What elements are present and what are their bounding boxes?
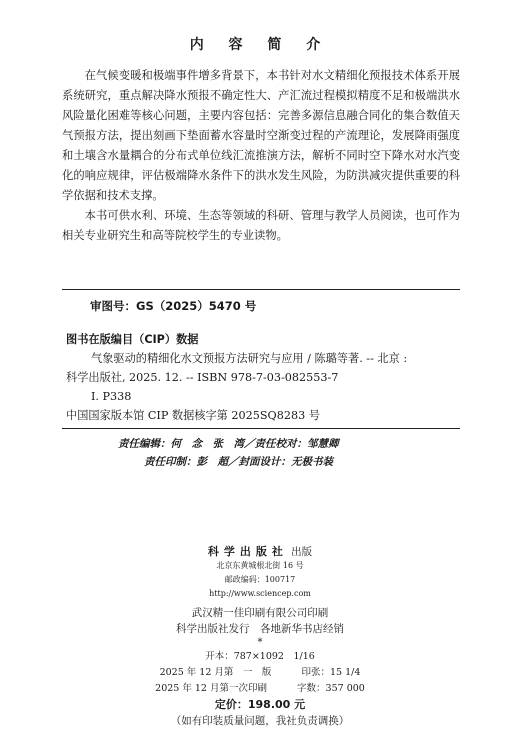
publisher-name: 科学出版社: [207, 545, 288, 558]
printer: 武汉精一佳印刷有限公司印刷: [191, 607, 329, 619]
cip-line: 科学出版社, 2025. 12. -- ISBN 978-7-03-082553-7: [66, 371, 339, 384]
page-title: 内 容 简 介: [189, 37, 331, 53]
edition-date: 2025 年 12 月第 一 版: [159, 667, 272, 678]
publisher-website: http://www.sciencep.com: [209, 589, 311, 598]
responsibility-block: [118, 435, 458, 471]
publisher-address: 北京东黄城根北街 16 号: [216, 561, 304, 570]
cip-line: 气象驱动的精细化水文预报方法研究与应用 / 陈璐等著. -- 北京 :: [91, 352, 408, 365]
summary-paragraph: 在气候变暖和极端事件增多背景下，本书针对水文精细化预报技术体系开展系统研究，重点解决降水预报不确定性大、产汇流过程模拟精度不足和极端洪水风险量化困难等核心问题，主要内容包括：完善多源信息融合同化的集合数值天气预报方法，提出刻画下垫面蓄水容量时空渐变过程的产流理论，发展降雨强度和土壤含水量耦合的分布式单位线汇流推演方法，解析不同时空下降水对水汽变化的响应规律，评估极端降水条件下的洪水发生风险，为防洪减灾提供重要的科学依据和技术支撑。: [62, 69, 460, 202]
print-sheets: 印张：15 1/4: [301, 667, 361, 678]
review-number: 审图号：GS（2025）5470 号: [90, 299, 257, 313]
summary-paragraph: 本书可供水利、环境、生态等领域的科研、管理与教学人员阅读，也可作为相关专业研究生和高等院校学生的专业读物。: [62, 209, 460, 242]
cip-heading: 图书在版编目（CIP）数据: [66, 333, 199, 346]
responsibility-line: 责任编辑：何 念 张 湾／责任校对：邹慧卿: [118, 438, 339, 450]
publisher-line: [0, 543, 520, 559]
cip-line: I. P338: [91, 390, 132, 403]
publisher-postcode: 邮政编码：100717: [224, 575, 296, 584]
separator-star: *: [257, 637, 263, 648]
responsibility-line: 责任印制：彭 超／封面设计：无极书装: [144, 456, 333, 468]
publisher-suffix: 出版: [291, 546, 313, 558]
word-count: 字数：357 000: [297, 683, 365, 694]
cip-line: 中国国家版本馆 CIP 数据核字第 2025SQ8283 号: [66, 409, 320, 422]
cip-block: [66, 330, 458, 425]
divider: [62, 428, 460, 429]
printing-line: [0, 681, 520, 697]
divider: [62, 289, 460, 290]
edition-line: [0, 665, 520, 681]
quality-note: （如有印装质量问题，我社负责调换）: [170, 715, 350, 727]
printing-date: 2025 年 12 月第一次印刷: [155, 683, 267, 694]
distribution: 科学出版社发行 各地新华书店经销: [176, 623, 344, 635]
format: 开本：787×1092 1/16: [205, 651, 315, 662]
content-summary: [62, 66, 460, 246]
publisher-block: [0, 543, 520, 730]
price: 定价：198.00 元: [214, 698, 306, 711]
